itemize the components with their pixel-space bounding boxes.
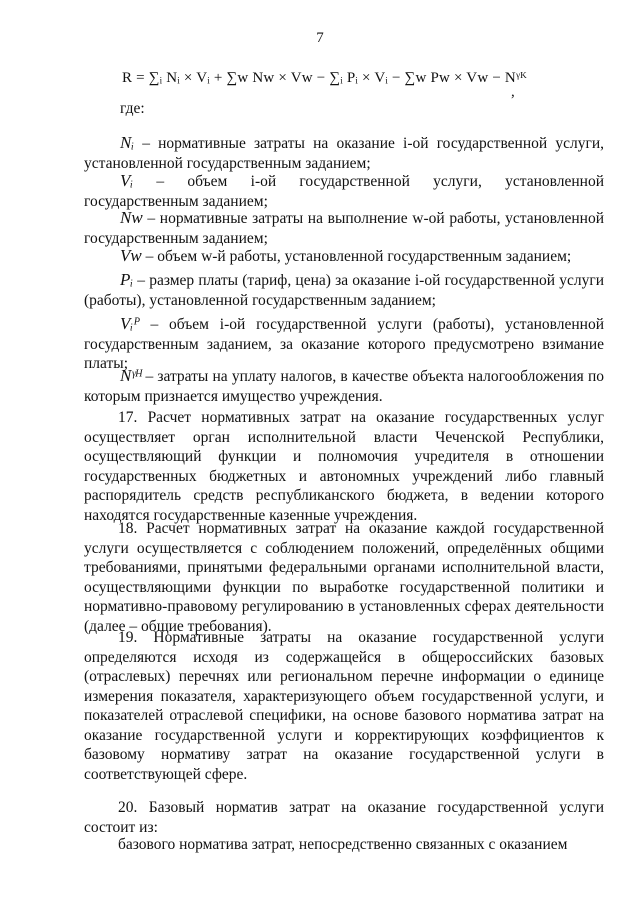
paragraph-20: 20. Базовый норматив затрат на оказание государственной услуги состоит из: bbox=[84, 799, 604, 836]
symbol-pi: Pᵢ bbox=[120, 270, 134, 289]
definition-text: – нормативные затраты на выполнение w-ой работы, установленной государственным заданием; bbox=[84, 210, 604, 247]
symbol-nw: Nw bbox=[120, 208, 143, 227]
symbol-vip: Vᵢᴾ bbox=[120, 314, 140, 333]
paragraph-19: 19. Нормативные затраты на оказание государственной услуги определяются исходя из содержащейся в общероссийских базовых (отраслевых) перечнях или региональном перечне информации о единице измерения показателя, характеризующего объем государственной услуги, и показателей отраслевой специфики, на основе базового норматива затрат на оказание государственной услуги и корректирующих коэффициентов к базовому нормативу затрат на оказание государственной услуги в соответствующей сфере. bbox=[84, 629, 604, 783]
definition-nw bbox=[84, 208, 604, 248]
paragraph-17: 17. Расчет нормативных затрат на оказание государственных услуг осуществляет орган исполнительной власти Чеченской Республики, осуществляющий функции и полномочия учредителя в отношении государственных бюджетных и автономных учреждений либо главный распорядитель средств республиканского бюджета, в ведении которого находятся государственные казенные учреждения. bbox=[84, 409, 604, 524]
paragraph-20-item: базового норматива затрат, непосредственно связанных с оказанием bbox=[118, 836, 568, 853]
definition-text: – объем w-й работы, установленной государственным заданием; bbox=[141, 248, 572, 265]
definition-text: – объем i-ой государственной услуги (работы), установленной государственным заданием, за оказание которого предусмотрено взимание платы; bbox=[84, 316, 604, 372]
definition-vip bbox=[84, 314, 604, 374]
symbol-ni: Nᵢ bbox=[120, 133, 135, 152]
definition-vi bbox=[84, 171, 604, 211]
symbol-vi: Vᵢ bbox=[120, 171, 134, 190]
page-number: 7 bbox=[316, 30, 324, 46]
symbol-nyh: Nᵞᴴ bbox=[120, 366, 142, 385]
definition-ni bbox=[84, 133, 604, 173]
definition-nyh bbox=[84, 366, 604, 406]
symbol-vw: Vw bbox=[120, 246, 142, 265]
definition-text: – затраты на уплату налогов, в качестве объекта налогообложения по которым признается имущество учреждения. bbox=[84, 368, 604, 405]
paragraph-18: 18. Расчет нормативных затрат на оказание каждой государственной услуги осуществляется с соблюдением положений, определённых общими требованиями, принятыми федеральными органами исполнительной власти, осуществляющими функции по выработке государственной политики и нормативно-правовому регулированию в установленных сферах деятельности (далее – общие требования). bbox=[84, 520, 604, 635]
definition-pi bbox=[84, 270, 604, 310]
formula-comma: , bbox=[511, 84, 515, 100]
where-label: где: bbox=[120, 100, 145, 117]
definition-text: – размер платы (тариф, цена) за оказание i-ой государственной услуги (работы), установленной государственным заданием; bbox=[84, 272, 604, 309]
formula: R = ∑ᵢ Nᵢ × Vᵢ + ∑w Nw × Vw − ∑ᵢ Pᵢ × Vᵢ − ∑w Pw × Vw − Nᵞᴷ bbox=[122, 70, 528, 86]
definition-text: – нормативные затраты на оказание i-ой государственной услуги, установленной государственным заданием; bbox=[84, 135, 604, 172]
definition-text: – объем i-ой государственной услуги, установленной государственным заданием; bbox=[84, 173, 604, 210]
definition-vw bbox=[84, 246, 604, 267]
